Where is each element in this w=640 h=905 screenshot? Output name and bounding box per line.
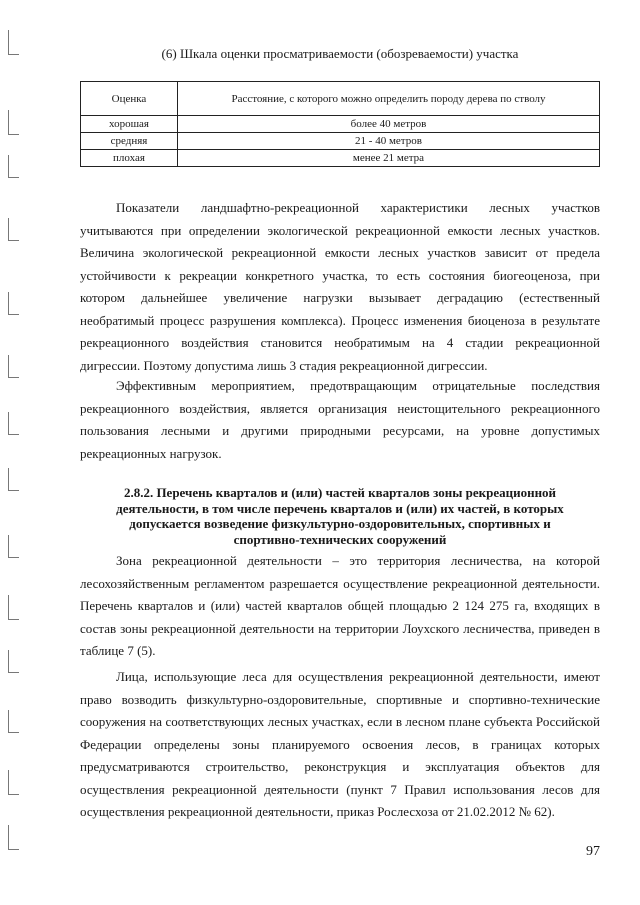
margin-mark: [8, 218, 19, 241]
column-header-distance: Расстояние, с которого можно определить породу дерева по стволу: [178, 82, 600, 116]
column-header-rating: Оценка: [81, 82, 178, 116]
margin-mark: [8, 292, 19, 315]
margin-mark: [8, 710, 19, 733]
margin-mark: [8, 30, 19, 55]
section-heading: 2.8.2. Перечень кварталов и (или) частей кварталов зоны рекреационной деятельности, в том числе перечень кварталов и (или) их частей, в которых допускается возведение физкультурно-оздоровительных, спортивных и спортивно-технических сооружений: [116, 485, 564, 547]
table-cell: хорошая: [81, 116, 178, 133]
table-header-row: [81, 82, 600, 116]
margin-mark: [8, 412, 19, 435]
margin-mark: [8, 650, 19, 673]
margin-mark: [8, 595, 19, 620]
margin-mark: [8, 825, 19, 850]
visibility-scale-table: [80, 81, 600, 167]
table-row: [81, 116, 600, 133]
body-paragraph: Зона рекреационной деятельности – это территория лесничества, на которой лесохозяйственным регламентом разрешается осуществление рекреационной деятельности. Перечень кварталов и (или) частей кварталов общей площадью 2 124 275 га, входящих в состав зоны рекреационной деятельности на территории Лоухского лесничества, приведен в таблице 7 (5).: [80, 553, 600, 658]
binding-margin-marks: [6, 10, 22, 880]
body-paragraph: Показатели ландшафтно-рекреационной характеристики лесных участков учитываются при определении экологической рекреационной емкости лесных участков. Величина экологической рекреационной емкости лесных участков зависит от предела устойчивости к рекреации конкретного участка, то есть состояния биогеоценоза, при котором дальнейшее увеличение нагрузки вызывает деградацию (естественный необратимый процесс разрушения комплекса). Процесс изменения биоценоза в результате рекреационного воздействия становится необратимым на 4 стадии рекреационной дигрессии. Поэтому допустима лишь 3 стадия рекреационной дигрессии.: [80, 200, 600, 373]
margin-mark: [8, 110, 19, 135]
table-cell: 21 - 40 метров: [178, 133, 600, 150]
table-cell: менее 21 метра: [178, 150, 600, 167]
margin-mark: [8, 535, 19, 558]
table-cell: плохая: [81, 150, 178, 167]
table-row: [81, 133, 600, 150]
body-paragraph: Эффективным мероприятием, предотвращающим отрицательные последствия рекреационного воздействия, является организация неистощительного рекреационного пользования лесными и другими природными ресурсами, на уровне допустимых рекреационных нагрузок.: [80, 378, 600, 461]
table-caption: (6) Шкала оценки просматриваемости (обозреваемости) участка: [161, 46, 519, 61]
margin-mark: [8, 355, 19, 378]
margin-mark: [8, 155, 19, 178]
table-cell: средняя: [81, 133, 178, 150]
table-cell: более 40 метров: [178, 116, 600, 133]
body-paragraph: Лица, использующие леса для осуществления рекреационной деятельности, имеют право возводить физкультурно-оздоровительные, спортивные и спортивно-технические сооружения на соответствующих лесных участках, если в лесном плане субъекта Российской Федерации определены зоны планируемого освоения лесов, в границах которых предусматриваются строительство, реконструкция и эксплуатация объектов для осуществления рекреационной деятельности (пункт 7 Правил использования лесов для осуществления рекреационной деятельности, приказ Рослесхоза от 21.02.2012 № 62).: [80, 669, 600, 819]
margin-mark: [8, 770, 19, 795]
margin-mark: [8, 468, 19, 491]
table-row: [81, 150, 600, 167]
page-number: 97: [586, 844, 600, 859]
